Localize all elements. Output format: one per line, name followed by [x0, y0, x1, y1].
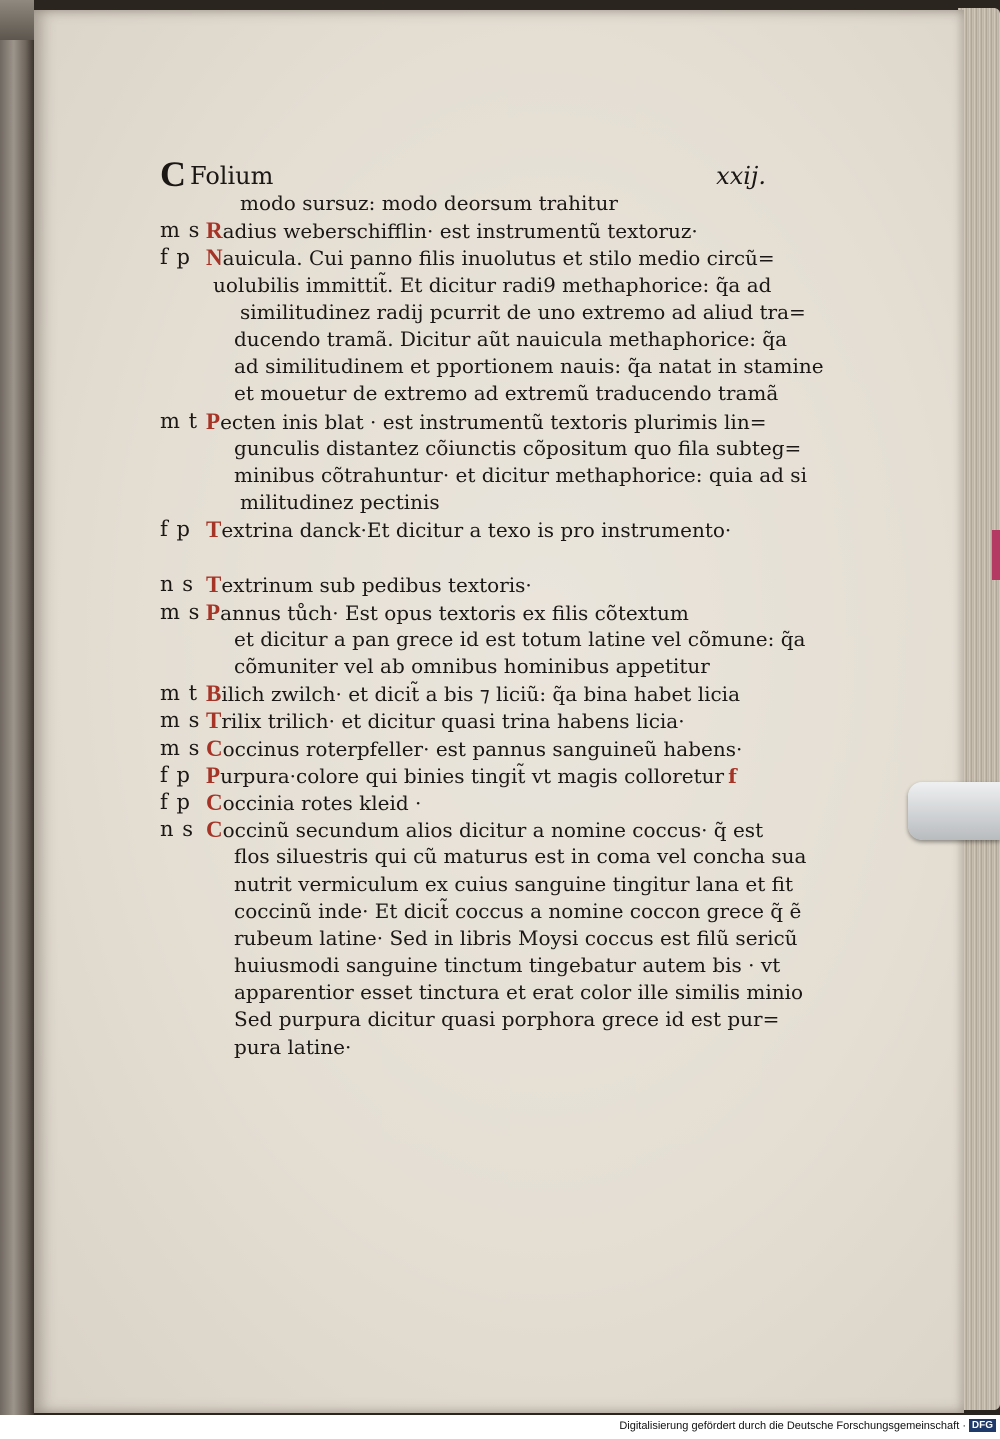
line-text: gunculis distantez cõiunctis cõpositum quo fila subteg= — [234, 435, 802, 460]
entry-continuation — [213, 272, 771, 299]
rubricated-initial: P — [206, 599, 221, 625]
rubricated-initial: C — [206, 817, 223, 843]
text-line — [160, 653, 780, 680]
rubricated-initial: C — [206, 735, 223, 761]
lemma-entry — [206, 244, 775, 272]
line-text: militudinez pectinis — [240, 490, 440, 515]
line-text: Sed purpura dicitur quasi porphora grece id est pur= — [234, 1007, 780, 1032]
lemma-entry — [206, 789, 421, 817]
entry-continuation — [234, 1006, 779, 1033]
lemma-entry — [206, 762, 737, 790]
grammar-marker: n s — [160, 817, 194, 842]
entry-continuation — [234, 871, 793, 898]
text-line — [160, 353, 824, 380]
page-title: Folium — [190, 162, 274, 190]
text-line — [160, 626, 806, 653]
line-text: apparentior esset tinctura et erat color ille similis minio — [234, 980, 804, 1005]
rubricated-initial: N — [206, 245, 223, 271]
line-text: ad similitudinem et pportionem nauis: q̃a natat in stamine — [234, 354, 824, 379]
footer-credit: Digitalisierung gefördert durch die Deutsche Forschungsgemeinschaft · — [619, 1420, 966, 1432]
rubricated-initial: T — [206, 572, 222, 598]
line-text: ecten inis blat · est instrumentũ textoris plurimis lin= — [220, 409, 767, 434]
page-content — [34, 10, 964, 1413]
entry-continuation — [240, 299, 806, 326]
text-line — [160, 871, 794, 898]
lemma-entry — [206, 516, 731, 544]
grammar-marker: m t — [160, 408, 199, 433]
paragraph-mark: C — [160, 154, 186, 194]
text-line — [160, 571, 780, 598]
text-line — [160, 516, 780, 543]
text-line — [160, 735, 780, 762]
lemma-entry — [206, 680, 740, 708]
lemma-entry — [206, 707, 685, 735]
line-text: adius weberschifflin· est instrumentũ textoruz· — [222, 219, 698, 244]
entry-continuation — [234, 979, 803, 1006]
text-block — [160, 190, 824, 1061]
dfg-logo: DFG — [969, 1419, 996, 1432]
entry-continuation — [234, 462, 807, 489]
grammar-marker: f p — [160, 789, 191, 814]
line-text: uolubilis immittit̃. Et dicitur radi9 methaphorice: q̃a ad — [213, 272, 772, 297]
entry-continuation — [234, 925, 798, 952]
line-text: modo sursuz: modo deorsum trahitur — [240, 191, 618, 215]
line-text: nutrit vermiculum ex cuius sanguine tingitur lana et fit — [234, 871, 794, 896]
text-line — [160, 435, 802, 462]
text-line — [160, 979, 804, 1006]
entry-continuation — [234, 380, 778, 407]
text-line — [160, 789, 780, 816]
line-text: ducendo tramã. Dicitur aũt nauicula methaphorice: q̃a — [234, 326, 788, 351]
line-text: coccinũ inde· Et dicit̃ coccus a nomine coccon grece q̃ ẽ — [234, 898, 802, 923]
entry-continuation — [234, 952, 780, 979]
text-line — [160, 599, 780, 626]
text-line — [160, 898, 802, 925]
lemma-entry — [206, 571, 532, 599]
line-text: extrina danck·Et dicitur a texo is pro instrumento· — [221, 518, 732, 543]
page-edges — [958, 8, 1000, 1410]
line-text: ilich zwilch· et dicit̃ a bis ⁊ liciũ: q̃a bina habet licia — [221, 682, 741, 707]
lemma-entry — [206, 735, 742, 763]
rubricated-initial: R — [206, 218, 223, 244]
text-line — [160, 1034, 780, 1061]
grammar-marker: m s — [160, 218, 201, 243]
grammar-marker: m s — [160, 599, 201, 624]
text-line — [160, 925, 798, 952]
entry-continuation — [234, 435, 801, 462]
text-line — [160, 952, 780, 979]
entry-continuation — [234, 1034, 351, 1061]
entry-continuation — [240, 190, 618, 217]
page-header — [160, 153, 766, 193]
text-line — [160, 299, 806, 326]
entry-continuation — [234, 626, 805, 653]
line-text: flos siluestris qui cũ maturus est in coma vel concha sua — [234, 844, 807, 869]
grammar-marker: f p — [160, 517, 191, 542]
text-line — [160, 326, 788, 353]
footer-bar — [0, 1415, 1000, 1439]
text-line — [160, 272, 780, 299]
text-line — [160, 217, 780, 244]
rubricated-initial: T — [206, 708, 222, 734]
text-line — [160, 244, 780, 271]
rubricated-initial: P — [206, 762, 221, 788]
line-text: extrinum sub pedibus textoris· — [221, 573, 532, 598]
text-line — [160, 190, 780, 217]
rubricated-initial: C — [206, 789, 223, 815]
line-text: cõmuniter vel ab omnibus hominibus appetitur — [234, 654, 710, 678]
text-line — [160, 680, 780, 707]
bookmark-ribbon — [992, 530, 1000, 580]
entry-continuation — [234, 326, 787, 353]
lemma-entry — [206, 408, 766, 436]
text-line — [160, 462, 807, 489]
page-clip — [908, 782, 1000, 840]
text-line — [160, 816, 780, 843]
grammar-marker: m s — [160, 735, 201, 760]
entry-continuation — [234, 353, 824, 380]
line-text: annus tůch· Est opus textoris ex filis cõtextum — [220, 600, 689, 625]
red-correction-mark: f — [728, 763, 737, 788]
text-line — [160, 489, 780, 516]
text-line — [160, 762, 780, 789]
line-text: rubeum latine· Sed in libris Moysi coccus est filũ sericũ — [234, 925, 798, 950]
left-page-fold — [0, 0, 34, 1415]
fold-binding-band — [0, 0, 34, 40]
grammar-marker: m s — [160, 708, 201, 733]
grammar-marker: n s — [160, 572, 194, 597]
line-text: urpura·colore qui binies tingit̃ vt magis colloretur — [220, 763, 725, 788]
lemma-entry — [206, 816, 763, 844]
manuscript-page — [34, 10, 964, 1413]
line-text: auicula. Cui panno filis inuolutus et stilo medio circũ= — [222, 246, 775, 271]
line-gap — [160, 543, 780, 571]
lemma-entry — [206, 217, 698, 245]
folio-number: xxij. — [716, 162, 766, 190]
rubricated-initial: P — [206, 408, 221, 434]
line-text: minibus cõtrahuntur· et dicitur methaphorice: quia ad si — [234, 462, 807, 487]
grammar-marker: f p — [160, 245, 191, 270]
line-text: pura latine· — [234, 1034, 352, 1059]
text-line — [160, 408, 780, 435]
text-line — [160, 843, 807, 870]
text-line — [160, 707, 780, 734]
grammar-marker: m t — [160, 681, 199, 706]
entry-continuation — [234, 898, 801, 925]
entry-continuation — [234, 843, 806, 870]
text-line — [160, 380, 780, 407]
line-text: occinia rotes kleid · — [222, 790, 422, 815]
grammar-marker: f p — [160, 762, 191, 787]
line-text: et mouetur de extremo ad extremũ traducendo tramã — [234, 381, 779, 406]
text-line — [160, 1006, 780, 1033]
line-text: et dicitur a pan grece id est totum latine vel cõmune: q̃a — [234, 626, 806, 651]
line-text: huiusmodi sanguine tinctum tingebatur autem bis · vt — [234, 953, 781, 978]
lemma-entry — [206, 599, 689, 627]
line-text: occinũ secundum alios dicitur a nomine coccus· q̃ est — [222, 818, 764, 843]
entry-continuation — [240, 489, 440, 516]
line-text: rilix trilich· et dicitur quasi trina habens licia· — [221, 709, 685, 734]
entry-continuation — [234, 653, 710, 680]
rubricated-initial: T — [206, 517, 222, 543]
line-text: occinus roterpfeller· est pannus sanguineũ habens· — [222, 736, 743, 761]
rubricated-initial: B — [206, 681, 222, 707]
line-text: similitudinez radij pcurrit de uno extremo ad aliud tra= — [240, 299, 806, 324]
